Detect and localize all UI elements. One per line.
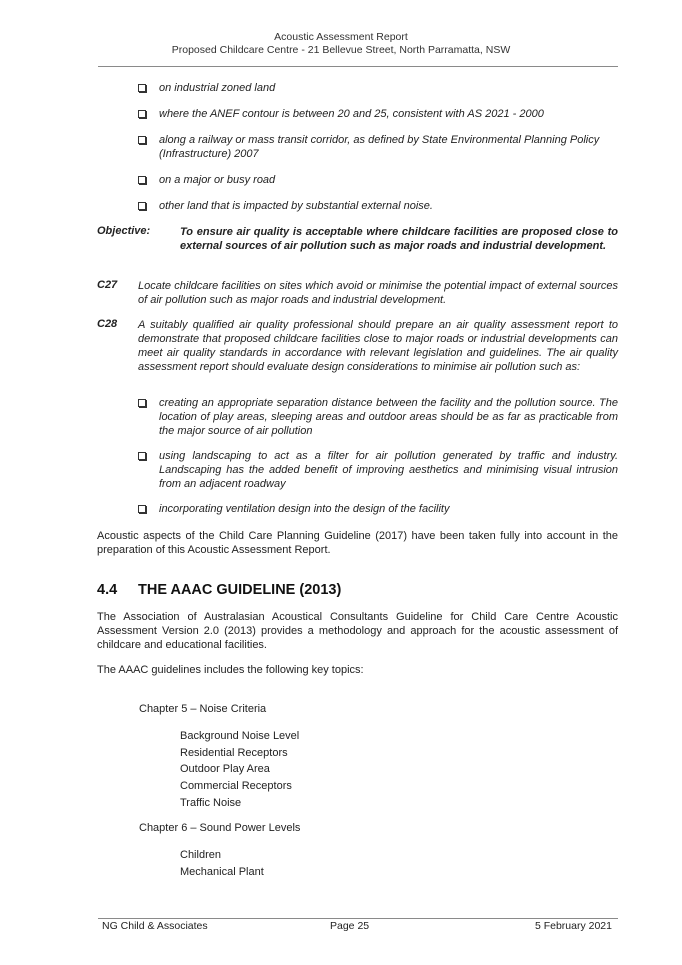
section-number: 4.4 [97,582,118,598]
header-subtitle: Proposed Childcare Centre - 21 Bellevue Street, North Parramatta, NSW [171,44,511,56]
topic-item: Commercial Receptors [180,780,292,793]
checkbox-bullet-icon [138,399,146,407]
checkbox-bullet-icon [138,136,146,144]
topic-item: Background Noise Level [180,730,300,742]
chapter-topic-list [180,728,299,812]
footer-page-number: Page 25 [330,920,370,932]
control-code: C28 [97,318,118,330]
chapter-title: Chapter 6 – Sound Power Levels [139,822,301,834]
footer-date: 5 February 2021 [534,920,612,932]
checkbox-bullet-icon [138,452,146,460]
objective-text: To ensure air quality is acceptable where childcare facilities are proposed close to external sources of air pollution such as major roads and industrial development. [180,226,618,252]
control-code: C27 [97,279,118,291]
topic-item: Mechanical Plant [180,865,264,878]
control-text: Locate childcare facilities on sites which avoid or minimise the potential impact of external sources of air pollution such as major roads and industrial development. [138,280,618,306]
objective-label: Objective: [97,225,151,237]
chapter-topic-list [180,847,264,880]
topic-item: Outdoor Play Area [180,763,270,776]
header-rule [98,66,618,67]
checkbox-bullet-icon [138,110,146,118]
topics-intro: The AAAC guidelines includes the following key topics: [97,664,364,676]
topic-item: Children [180,849,221,861]
section-title: THE AAAC GUIDELINE (2013) [138,582,342,598]
chapter-title: Chapter 5 – Noise Criteria [139,703,267,715]
section-intro: The Association of Australasian Acoustical Consultants Guideline for Child Care Centre Acoustic Assessment Version 2.0 (2013) provides a methodology and approach for the acoustic assessment of childcare and educational facilities. [97,611,618,651]
header-title: Acoustic Assessment Report [274,31,408,43]
footer-company: NG Child & Associates [102,920,208,932]
checkbox-bullet-icon [138,202,146,210]
topic-item: Traffic Noise [180,796,242,809]
topic-item: Residential Receptors [180,746,288,759]
checkbox-bullet-icon [138,176,146,184]
checkbox-bullet-icon [138,505,146,513]
closing-paragraph: Acoustic aspects of the Child Care Planning Guideline (2017) have been taken fully into account in the preparation of this Acoustic Assessment Report. [97,530,618,556]
checkbox-bullet-icon [138,84,146,92]
control-text: A suitably qualified air quality professional should prepare an air quality assessment report to demonstrate that proposed childcare facilities close to major roads or industrial developments can meet air quality standards in accordance with relevant legislation and guidelines. The air quality assessment report should evaluate design considerations to minimise air pollution such as: [138,319,618,373]
footer-rule [98,918,618,919]
